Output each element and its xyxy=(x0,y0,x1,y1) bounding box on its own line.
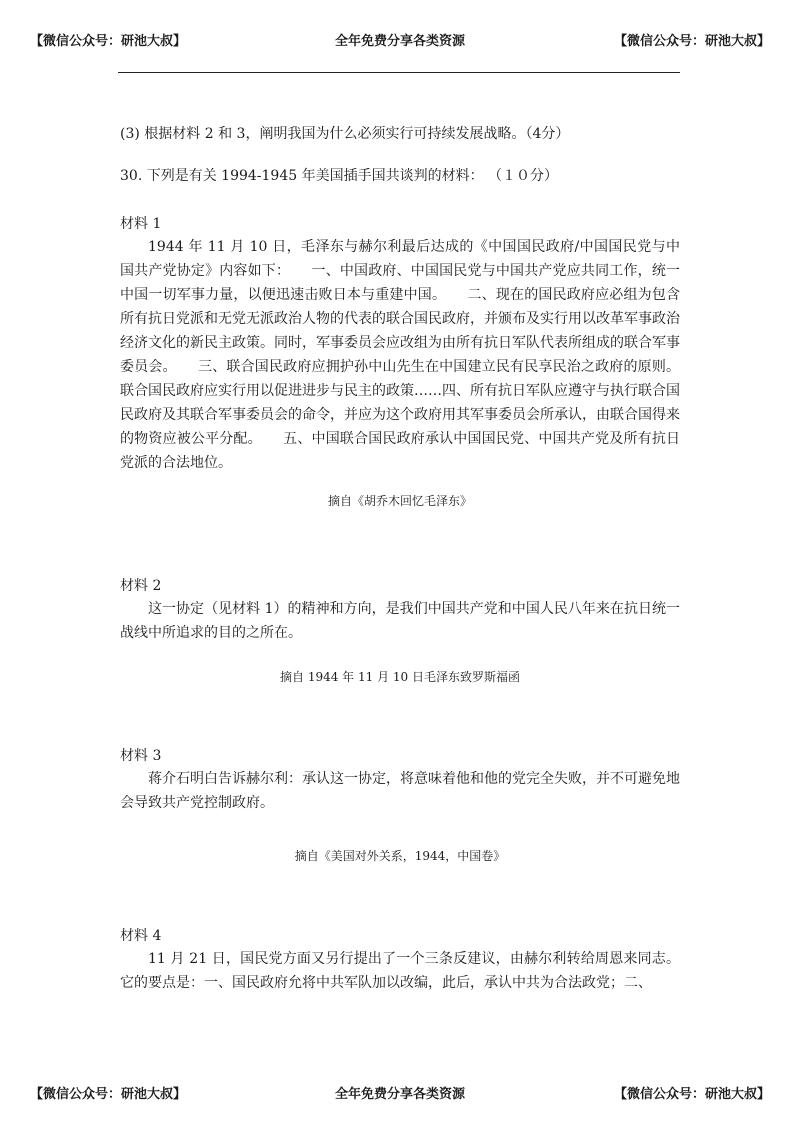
header-right-text: 【微信公众号：研池大叔】 xyxy=(613,34,770,49)
footer-left-text: 【微信公众号：研池大叔】 xyxy=(30,1087,187,1102)
material-3-title: 材料 3 xyxy=(120,748,162,764)
material-1-source: 摘自《胡乔木回忆毛泽东》 xyxy=(327,494,472,508)
page-footer xyxy=(0,1083,800,1107)
material-3-source: 摘自《美国对外关系，1944，中国卷》 xyxy=(294,849,506,863)
footer-right-text: 【微信公众号：研池大叔】 xyxy=(613,1087,770,1102)
question-3: (3) 根据材料 2 和 3，阐明我国为什么必须实行可持续发展战略。（4分） xyxy=(120,126,570,142)
material-1-body: 1944 年 11 月 10 日，毛泽东与赫尔利最后达成的《中国国民政府/中国国民党与中国共产党协定》内容如下： 一、中国政府、中国国民党与中国共产党应共同工作，统一中国一切军事力量，以便迅速击败日本与重建中国。 二、现在的国民政府应必组为包含所有抗日党派和无党无派政治人物的代表的联合国民政府，并颁布及实行用以改革军事政治经济文化的新民主政策。同时，军事委员会应改组为由所有抗日军队代表所组成的联合军事委员会。 三、联合国民政府应拥护孙中山先生在中国建立民有民享民治之政府的原则。联合国民政府应实行用以促进进步与民主的政策……四、所有抗日军队应遵守与执行联合国民政府及其联合军事委员会的命令，并应为这个政府用其军事委员会所承认，由联合国得来的物资应被公平分配。 五、中国联合国民政府承认中国国民党、中国共产党及所有抗日党派的合法地位。 xyxy=(120,239,680,471)
material-1-title: 材料 1 xyxy=(120,216,162,232)
header-center-text: 全年免费分享各类资源 xyxy=(334,34,465,49)
material-2-title: 材料 2 xyxy=(120,578,162,594)
footer-center-text: 全年免费分享各类资源 xyxy=(334,1087,465,1102)
header-divider xyxy=(118,72,680,73)
question-30: 30. 下列是有关 1994-1945 年美国插手国共谈判的材料： （１０分） xyxy=(120,168,559,184)
header-left-text: 【微信公众号：研池大叔】 xyxy=(30,34,187,49)
page-header xyxy=(0,30,800,54)
material-4-body: 11 月 21 日，国民党方面又另行提出了一个三条反建议，由赫尔利转给周恩来同志。它的要点是：一、国民政府允将中共军队加以改编，此后，承认中共为合法政党；二、 xyxy=(120,951,680,991)
material-2-source: 摘自 1944 年 11 月 10 日毛泽东致罗斯福函 xyxy=(280,670,520,684)
material-2-body: 这一协定（见材料 1）的精神和方向，是我们中国共产党和中国人民八年来在抗日统一战线中所追求的目的之所在。 xyxy=(120,601,680,641)
material-4-title: 材料 4 xyxy=(120,928,162,944)
material-3-body: 蒋介石明白告诉赫尔利：承认这一协定，将意味着他和他的党完全失败，并不可避免地会导致共产党控制政府。 xyxy=(120,771,680,811)
